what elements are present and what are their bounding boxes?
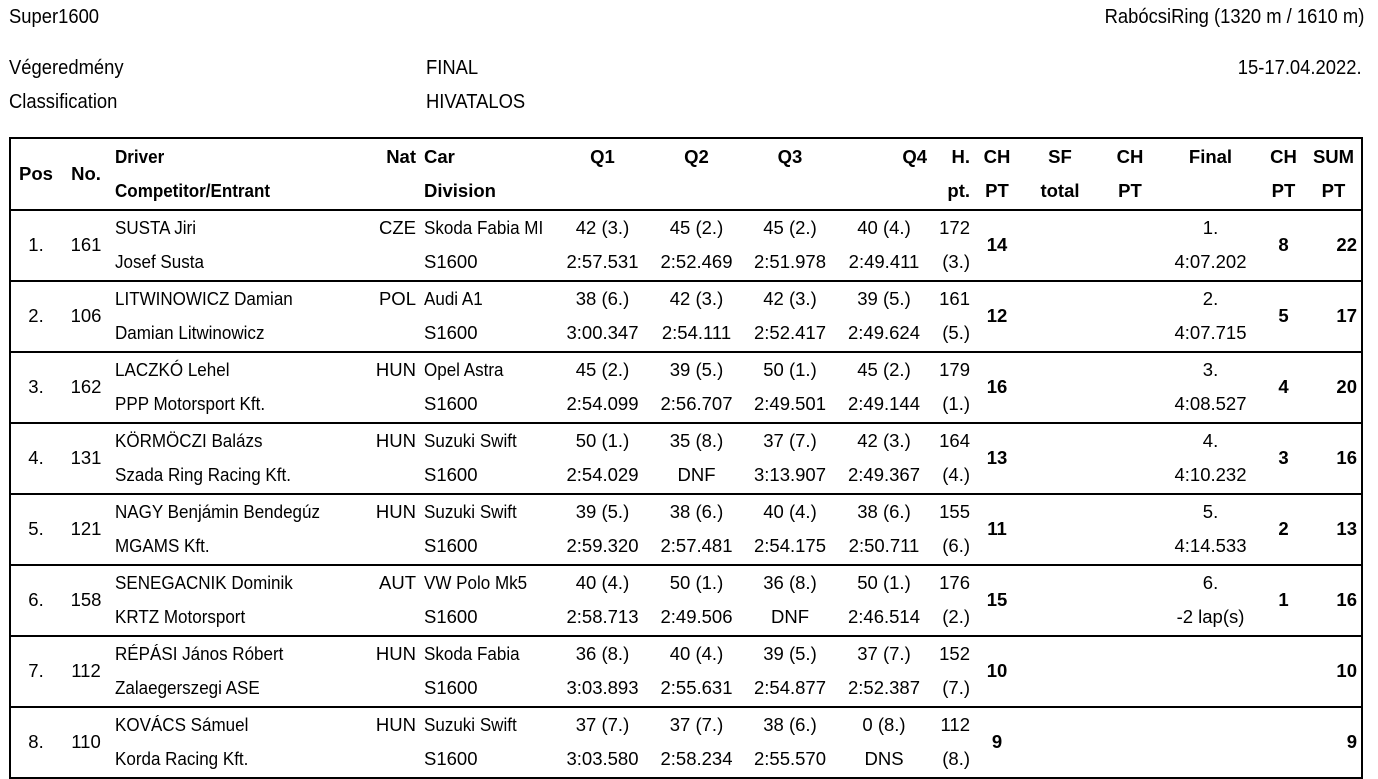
division-cell: S1600 bbox=[424, 464, 478, 486]
q1-time-cell: 2:59.320 bbox=[566, 535, 639, 557]
q2-points-cell: 45 (2.) bbox=[650, 210, 743, 246]
division-cell: S1600 bbox=[424, 677, 478, 699]
final-pos-cell: 6. bbox=[1160, 565, 1261, 601]
sum-cell: 13 bbox=[1306, 494, 1362, 565]
table-header bbox=[10, 138, 1362, 210]
col-sf: SF bbox=[1048, 145, 1072, 167]
car-cell: Audi A1 bbox=[420, 281, 555, 317]
driver-cell: KÖRMÖCZI Balázs bbox=[111, 423, 366, 459]
nat-cell: HUN bbox=[366, 423, 420, 459]
division-cell: S1600 bbox=[424, 393, 478, 415]
nat-cell: AUT bbox=[366, 565, 420, 601]
car-cell: VW Polo Mk5 bbox=[420, 565, 555, 601]
car-cell: Suzuki Swift bbox=[420, 707, 555, 743]
q4-points-cell: 40 (4.) bbox=[837, 210, 931, 246]
table-row-sub bbox=[10, 387, 1362, 423]
nat-cell: HUN bbox=[366, 636, 420, 672]
col-q3: Q3 bbox=[777, 145, 803, 167]
title-en: Classification bbox=[9, 91, 118, 113]
pos-cell: 2. bbox=[10, 281, 61, 352]
sf-ch-cell bbox=[1100, 565, 1160, 636]
pos-cell: 6. bbox=[10, 565, 61, 636]
final-ch-cell bbox=[1261, 636, 1306, 707]
table-row bbox=[10, 352, 1362, 388]
col-nat: Nat bbox=[386, 145, 416, 167]
competitor-cell: Korda Racing Kft. bbox=[115, 748, 249, 770]
sf-ch-cell bbox=[1100, 210, 1160, 281]
final-pos-cell: 4. bbox=[1160, 423, 1261, 459]
q1-points-cell: 42 (3.) bbox=[555, 210, 650, 246]
final-pos-cell bbox=[1160, 707, 1261, 743]
col-ch3: CH bbox=[1270, 145, 1297, 167]
col-sum-pt: PT bbox=[1321, 180, 1346, 202]
final-time-cell: 4:14.533 bbox=[1174, 535, 1247, 557]
final-pos-cell: 2. bbox=[1160, 281, 1261, 317]
q3-time-cell: 2:49.501 bbox=[753, 393, 826, 415]
heat-points-cell: 155 bbox=[931, 494, 974, 530]
q2-time-cell: 2:54.111 bbox=[661, 322, 732, 344]
pos-cell: 3. bbox=[10, 352, 61, 423]
driver-cell: NAGY Benjámin Bendegúz bbox=[111, 494, 366, 530]
q3-time-cell: 2:52.417 bbox=[753, 322, 826, 344]
table-body bbox=[10, 210, 1362, 778]
q4-time-cell: 2:49.411 bbox=[848, 251, 920, 273]
sum-cell: 16 bbox=[1306, 565, 1362, 636]
col-no: No. bbox=[71, 162, 101, 184]
title-hu: Végeredmény bbox=[9, 57, 124, 79]
q2-points-cell: 40 (4.) bbox=[650, 636, 743, 672]
nat-cell: CZE bbox=[366, 210, 420, 246]
heat-pos-cell: (5.) bbox=[942, 322, 970, 344]
nat-cell: HUN bbox=[366, 707, 420, 743]
pos-cell: 1. bbox=[10, 210, 61, 281]
q2-time-cell: 2:58.234 bbox=[660, 748, 733, 770]
nat-cell: POL bbox=[366, 281, 420, 317]
sf-ch-cell bbox=[1100, 423, 1160, 494]
col-sum: SUM bbox=[1312, 145, 1355, 167]
col-division: Division bbox=[424, 180, 496, 202]
col-sf-total: total bbox=[1040, 180, 1080, 202]
q1-time-cell: 2:54.029 bbox=[566, 464, 639, 486]
q2-time-cell: 2:52.469 bbox=[660, 251, 733, 273]
heat-pos-cell: (2.) bbox=[942, 606, 970, 628]
col-q4: Q4 bbox=[902, 145, 927, 167]
table-row-sub bbox=[10, 742, 1362, 778]
q4-time-cell: 2:50.711 bbox=[848, 535, 920, 557]
pos-cell: 8. bbox=[10, 707, 61, 778]
q1-time-cell: 3:03.893 bbox=[566, 677, 639, 699]
col-competitor: Competitor/Entrant bbox=[115, 180, 271, 202]
final-ch-cell: 1 bbox=[1261, 565, 1306, 636]
col-driver: Driver bbox=[115, 145, 165, 167]
col-final: Final bbox=[1188, 145, 1233, 167]
sum-cell: 17 bbox=[1306, 281, 1362, 352]
ch-points-cell: 12 bbox=[974, 281, 1020, 352]
ch-points-cell: 11 bbox=[974, 494, 1020, 565]
heat-points-cell: 179 bbox=[931, 352, 974, 388]
final-time-cell: 4:07.715 bbox=[1174, 322, 1247, 344]
final-ch-cell: 4 bbox=[1261, 352, 1306, 423]
competitor-cell: MGAMS Kft. bbox=[115, 535, 210, 557]
q4-time-cell: 2:49.624 bbox=[847, 322, 920, 344]
col-q1: Q1 bbox=[590, 145, 615, 167]
sf-total-cell bbox=[1020, 210, 1100, 281]
car-cell: Opel Astra bbox=[420, 352, 555, 388]
col-ch-pt: PT bbox=[985, 180, 1009, 202]
competitor-cell: PPP Motorsport Kft. bbox=[115, 393, 266, 415]
q3-time-cell: 2:54.175 bbox=[753, 535, 826, 557]
heat-points-cell: 176 bbox=[931, 565, 974, 601]
sf-total-cell bbox=[1020, 707, 1100, 778]
col-q2: Q2 bbox=[684, 145, 709, 167]
final-pos-cell: 3. bbox=[1160, 352, 1261, 388]
q3-points-cell: 50 (1.) bbox=[743, 352, 837, 388]
q3-points-cell: 42 (3.) bbox=[743, 281, 837, 317]
col-pos: Pos bbox=[19, 162, 53, 184]
number-cell: 110 bbox=[61, 707, 111, 778]
competitor-cell: Szada Ring Racing Kft. bbox=[115, 464, 291, 486]
col-ch3-pt: PT bbox=[1271, 180, 1296, 202]
table-row bbox=[10, 636, 1362, 672]
sf-ch-cell bbox=[1100, 636, 1160, 707]
ch-points-cell: 10 bbox=[974, 636, 1020, 707]
division-cell: S1600 bbox=[424, 322, 478, 344]
table-row-sub bbox=[10, 529, 1362, 565]
q3-time-cell: 2:51.978 bbox=[753, 251, 826, 273]
col-ch2-pt: PT bbox=[1118, 180, 1142, 202]
sf-total-cell bbox=[1020, 565, 1100, 636]
division-cell: S1600 bbox=[424, 748, 478, 770]
driver-cell: SENEGACNIK Dominik bbox=[111, 565, 366, 601]
q4-points-cell: 39 (5.) bbox=[837, 281, 931, 317]
q2-points-cell: 42 (3.) bbox=[650, 281, 743, 317]
q4-points-cell: 50 (1.) bbox=[837, 565, 931, 601]
results-table bbox=[9, 137, 1363, 779]
q4-points-cell: 0 (8.) bbox=[837, 707, 931, 743]
q3-points-cell: 37 (7.) bbox=[743, 423, 837, 459]
q1-time-cell: 3:00.347 bbox=[566, 322, 639, 344]
driver-cell: LITWINOWICZ Damian bbox=[111, 281, 366, 317]
final-ch-cell: 8 bbox=[1261, 210, 1306, 281]
col-pt: pt. bbox=[947, 180, 970, 202]
final-ch-cell bbox=[1261, 707, 1306, 778]
col-car: Car bbox=[424, 145, 455, 167]
q2-time-cell: DNF bbox=[677, 464, 716, 486]
final-time-cell bbox=[1160, 742, 1261, 778]
q4-time-cell: 2:49.367 bbox=[847, 464, 920, 486]
q2-time-cell: 2:57.481 bbox=[660, 535, 733, 557]
sf-ch-cell bbox=[1100, 707, 1160, 778]
q2-points-cell: 37 (7.) bbox=[650, 707, 743, 743]
driver-cell: RÉPÁSI János Róbert bbox=[111, 636, 366, 672]
q3-points-cell: 36 (8.) bbox=[743, 565, 837, 601]
sf-total-cell bbox=[1020, 423, 1100, 494]
final-pos-cell: 1. bbox=[1160, 210, 1261, 246]
table-row-sub bbox=[10, 671, 1362, 707]
final-pos-cell: 5. bbox=[1160, 494, 1261, 530]
final-ch-cell: 3 bbox=[1261, 423, 1306, 494]
col-h: H. bbox=[951, 145, 970, 167]
q1-points-cell: 39 (5.) bbox=[555, 494, 650, 530]
q2-time-cell: 2:56.707 bbox=[660, 393, 733, 415]
final-time-cell bbox=[1160, 671, 1261, 707]
q1-points-cell: 36 (8.) bbox=[555, 636, 650, 672]
table-row bbox=[10, 281, 1362, 317]
number-cell: 121 bbox=[61, 494, 111, 565]
final-time-cell: 4:08.527 bbox=[1174, 393, 1247, 415]
sum-cell: 16 bbox=[1306, 423, 1362, 494]
category-title: Super1600 bbox=[9, 6, 100, 28]
q3-time-cell: 3:13.907 bbox=[753, 464, 826, 486]
ch-points-cell: 9 bbox=[974, 707, 1020, 778]
car-cell: Suzuki Swift bbox=[420, 423, 555, 459]
table-row bbox=[10, 565, 1362, 601]
heat-pos-cell: (3.) bbox=[942, 251, 970, 273]
driver-cell: KOVÁCS Sámuel bbox=[111, 707, 366, 743]
sf-ch-cell bbox=[1100, 281, 1160, 352]
q1-time-cell: 2:54.099 bbox=[566, 393, 639, 415]
final-ch-cell: 5 bbox=[1261, 281, 1306, 352]
heat-points-cell: 112 bbox=[931, 707, 974, 743]
division-cell: S1600 bbox=[424, 606, 478, 628]
competitor-cell: Damian Litwinowicz bbox=[115, 322, 265, 344]
q1-points-cell: 38 (6.) bbox=[555, 281, 650, 317]
car-cell: Skoda Fabia bbox=[420, 636, 555, 672]
heat-points-cell: 161 bbox=[931, 281, 974, 317]
q3-time-cell: 2:55.570 bbox=[753, 748, 826, 770]
pos-cell: 4. bbox=[10, 423, 61, 494]
q3-points-cell: 39 (5.) bbox=[743, 636, 837, 672]
track-name: RabócsiRing (1320 m / 1610 m) bbox=[1104, 6, 1364, 28]
ch-points-cell: 16 bbox=[974, 352, 1020, 423]
division-cell: S1600 bbox=[424, 535, 478, 557]
ch-points-cell: 15 bbox=[974, 565, 1020, 636]
q2-points-cell: 38 (6.) bbox=[650, 494, 743, 530]
division-cell: S1600 bbox=[424, 251, 478, 273]
q3-points-cell: 40 (4.) bbox=[743, 494, 837, 530]
q1-points-cell: 45 (2.) bbox=[555, 352, 650, 388]
sf-total-cell bbox=[1020, 636, 1100, 707]
q1-time-cell: 2:58.713 bbox=[566, 606, 639, 628]
table-row-sub bbox=[10, 600, 1362, 636]
number-cell: 161 bbox=[61, 210, 111, 281]
final-ch-cell: 2 bbox=[1261, 494, 1306, 565]
heat-pos-cell: (4.) bbox=[942, 464, 970, 486]
competitor-cell: Zalaegerszegi ASE bbox=[115, 677, 260, 699]
number-cell: 112 bbox=[61, 636, 111, 707]
status-hu: HIVATALOS bbox=[426, 91, 526, 113]
sf-total-cell bbox=[1020, 281, 1100, 352]
sum-cell: 9 bbox=[1306, 707, 1362, 778]
competitor-cell: Josef Susta bbox=[115, 251, 204, 273]
competitor-cell: KRTZ Motorsport bbox=[115, 606, 246, 628]
q4-points-cell: 37 (7.) bbox=[837, 636, 931, 672]
col-ch2: CH bbox=[1116, 145, 1144, 167]
table-row-sub bbox=[10, 458, 1362, 494]
q2-time-cell: 2:55.631 bbox=[660, 677, 733, 699]
driver-cell: LACZKÓ Lehel bbox=[111, 352, 366, 388]
q3-time-cell: DNF bbox=[770, 606, 810, 628]
number-cell: 106 bbox=[61, 281, 111, 352]
q1-points-cell: 40 (4.) bbox=[555, 565, 650, 601]
number-cell: 131 bbox=[61, 423, 111, 494]
final-pos-cell bbox=[1160, 636, 1261, 672]
q3-points-cell: 45 (2.) bbox=[743, 210, 837, 246]
q4-time-cell: DNS bbox=[864, 748, 904, 770]
q1-time-cell: 2:57.531 bbox=[566, 251, 639, 273]
ch-points-cell: 14 bbox=[974, 210, 1020, 281]
heat-pos-cell: (1.) bbox=[942, 393, 970, 415]
final-time-cell: -2 lap(s) bbox=[1176, 606, 1245, 628]
status-en: FINAL bbox=[426, 57, 479, 79]
q3-points-cell: 38 (6.) bbox=[743, 707, 837, 743]
q4-time-cell: 2:52.387 bbox=[847, 677, 920, 699]
q4-points-cell: 42 (3.) bbox=[837, 423, 931, 459]
q1-time-cell: 3:03.580 bbox=[566, 748, 639, 770]
table-row-sub bbox=[10, 245, 1362, 281]
final-time-cell: 4:10.232 bbox=[1174, 464, 1247, 486]
table-row-sub bbox=[10, 316, 1362, 352]
sf-total-cell bbox=[1020, 352, 1100, 423]
q4-points-cell: 45 (2.) bbox=[837, 352, 931, 388]
table-row bbox=[10, 210, 1362, 246]
table-row bbox=[10, 423, 1362, 459]
q4-time-cell: 2:46.514 bbox=[847, 606, 920, 628]
heat-pos-cell: (6.) bbox=[942, 535, 970, 557]
sf-total-cell bbox=[1020, 494, 1100, 565]
sum-cell: 10 bbox=[1306, 636, 1362, 707]
sum-cell: 22 bbox=[1306, 210, 1362, 281]
driver-cell: SUSTA Jiri bbox=[111, 210, 366, 246]
table-row bbox=[10, 707, 1362, 743]
q4-time-cell: 2:49.144 bbox=[847, 393, 920, 415]
number-cell: 158 bbox=[61, 565, 111, 636]
q2-points-cell: 39 (5.) bbox=[650, 352, 743, 388]
heat-points-cell: 172 bbox=[931, 210, 974, 246]
heat-points-cell: 152 bbox=[931, 636, 974, 672]
pos-cell: 5. bbox=[10, 494, 61, 565]
col-ch: CH bbox=[983, 145, 1011, 167]
nat-cell: HUN bbox=[366, 494, 420, 530]
number-cell: 162 bbox=[61, 352, 111, 423]
q4-points-cell: 38 (6.) bbox=[837, 494, 931, 530]
event-date: 15-17.04.2022. bbox=[1238, 57, 1362, 79]
ch-points-cell: 13 bbox=[974, 423, 1020, 494]
heat-pos-cell: (8.) bbox=[942, 748, 970, 770]
pos-cell: 7. bbox=[10, 636, 61, 707]
q2-points-cell: 35 (8.) bbox=[650, 423, 743, 459]
q1-points-cell: 50 (1.) bbox=[555, 423, 650, 459]
heat-pos-cell: (7.) bbox=[942, 677, 970, 699]
car-cell: Skoda Fabia MI bbox=[420, 210, 555, 246]
sf-ch-cell bbox=[1100, 494, 1160, 565]
final-time-cell: 4:07.202 bbox=[1174, 251, 1247, 273]
q3-time-cell: 2:54.877 bbox=[753, 677, 826, 699]
q1-points-cell: 37 (7.) bbox=[555, 707, 650, 743]
nat-cell: HUN bbox=[366, 352, 420, 388]
q2-points-cell: 50 (1.) bbox=[650, 565, 743, 601]
q2-time-cell: 2:49.506 bbox=[660, 606, 733, 628]
car-cell: Suzuki Swift bbox=[420, 494, 555, 530]
sum-cell: 20 bbox=[1306, 352, 1362, 423]
sf-ch-cell bbox=[1100, 352, 1160, 423]
heat-points-cell: 164 bbox=[931, 423, 974, 459]
table-row bbox=[10, 494, 1362, 530]
